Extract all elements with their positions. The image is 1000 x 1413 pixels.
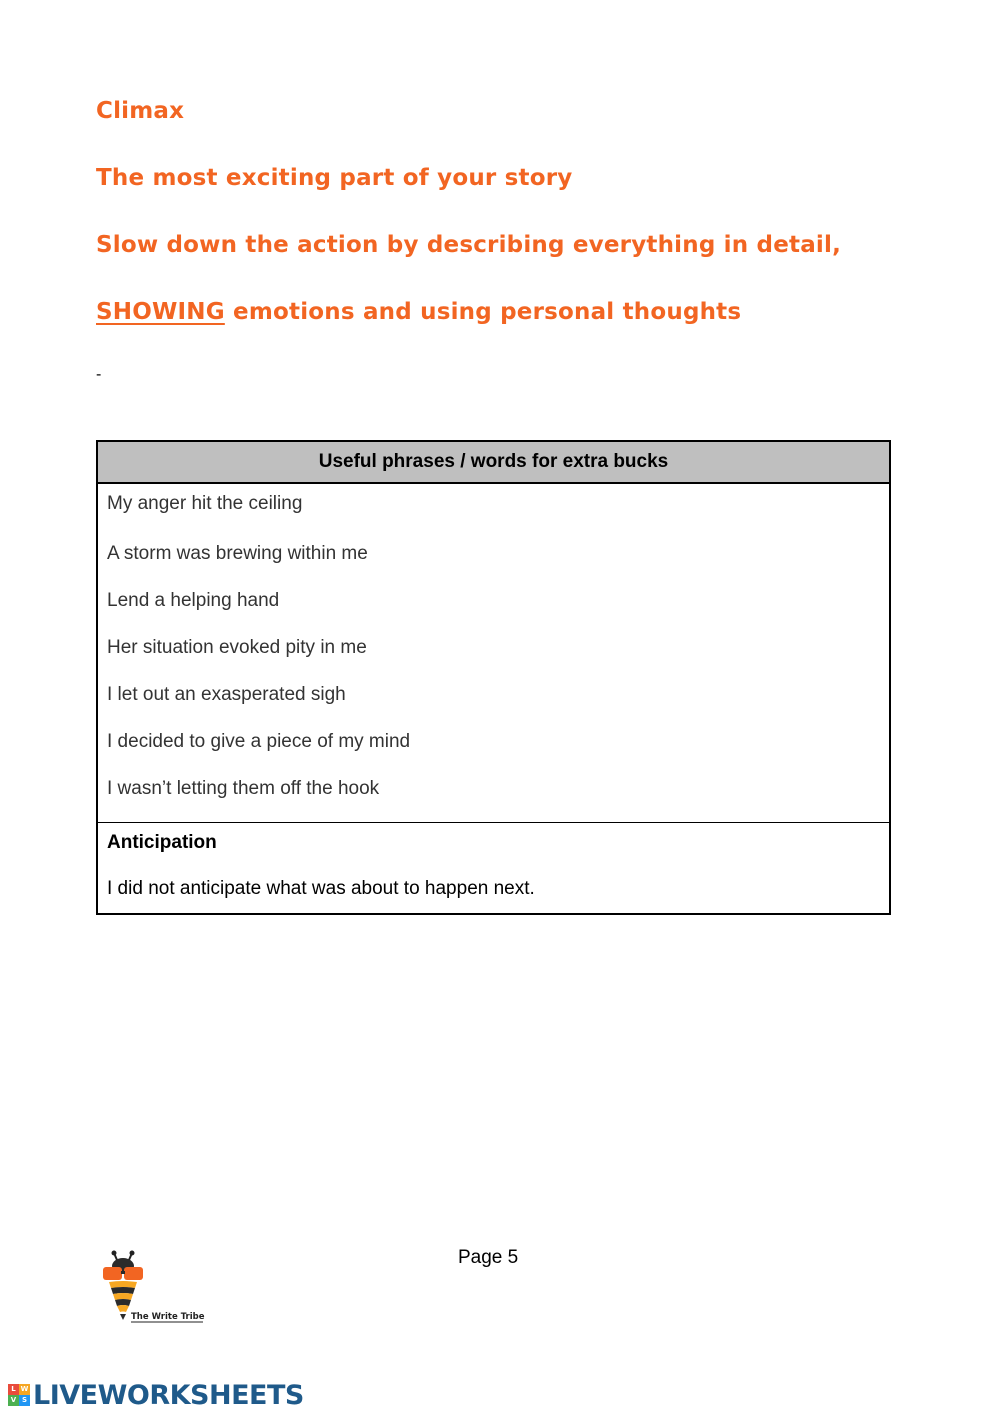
logo-tile: S — [19, 1395, 30, 1406]
table-header: Useful phrases / words for extra bucks — [97, 441, 890, 483]
bee-logo — [97, 1250, 207, 1328]
list-item: Lend a helping hand — [107, 590, 280, 611]
logo-tile: W — [20, 1385, 29, 1393]
section-title: Climax — [96, 98, 185, 124]
dash-marker: - — [96, 366, 102, 383]
anticipation-title: Anticipation — [107, 832, 217, 853]
subtitle-most-exciting: The most exciting part of your story — [96, 165, 573, 191]
anticipation-text: I did not anticipate what was about to happen next. — [107, 878, 535, 899]
liveworksheets-logo-icon — [8, 1384, 30, 1406]
brand-name: LIVEWORKSHEETS — [33, 1379, 304, 1411]
phrases-table — [96, 440, 891, 915]
list-item: My anger hit the ceiling — [107, 493, 303, 514]
page-number: Page 5 — [458, 1247, 519, 1268]
list-item: Her situation evoked pity in me — [107, 637, 367, 658]
instruction-showing — [96, 299, 741, 325]
anticipation-cell — [97, 823, 890, 915]
liveworksheets-brand[interactable] — [8, 1380, 304, 1410]
instruction-slow-down: Slow down the action by describing everything in detail, — [96, 232, 842, 258]
list-item: A storm was brewing within me — [107, 543, 368, 564]
showing-rest: emotions and using personal thoughts — [224, 299, 742, 325]
logo-text: The Write Tribe — [131, 1312, 205, 1322]
showing-word: SHOWING — [96, 299, 225, 325]
logo-tile: V — [8, 1395, 19, 1406]
list-item: I wasn’t letting them off the hook — [107, 778, 380, 799]
phrases-cell — [97, 483, 890, 823]
logo-tile: L — [8, 1384, 19, 1395]
list-item: I let out an exasperated sigh — [107, 684, 346, 705]
list-item: I decided to give a piece of my mind — [107, 731, 411, 752]
